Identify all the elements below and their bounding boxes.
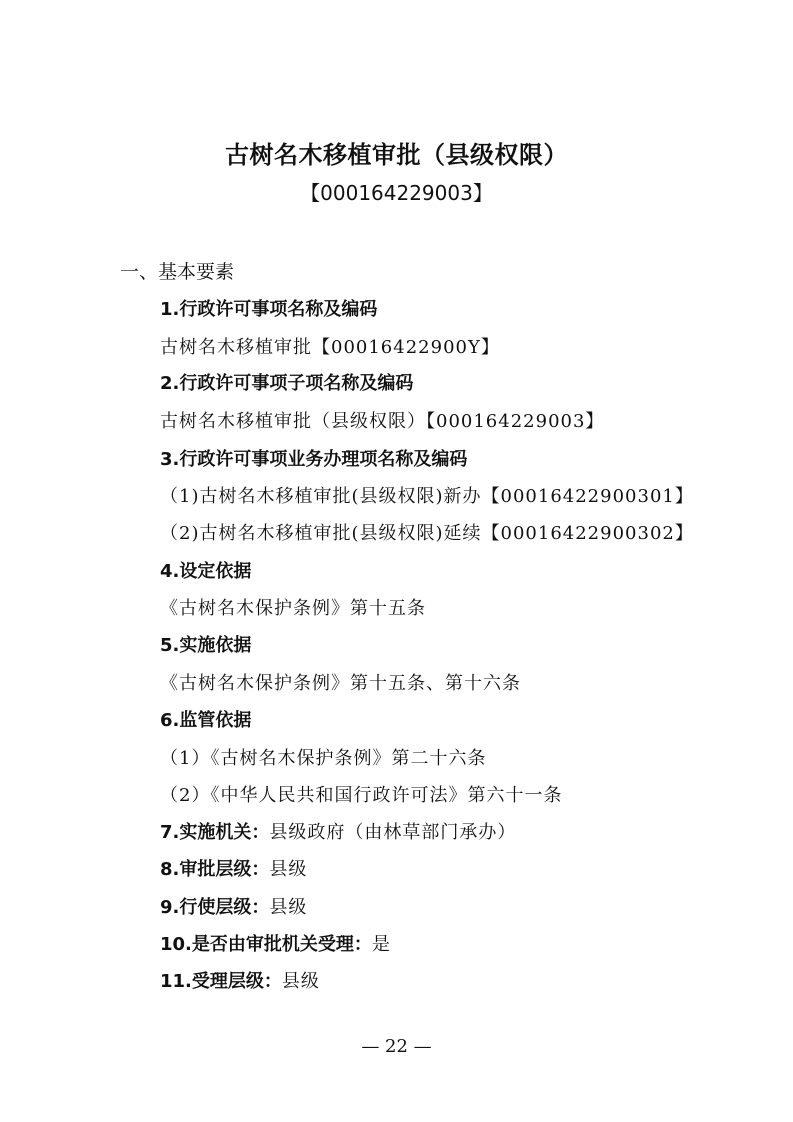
- item-6-line-1: （1）《古树名木保护条例》第二十六条: [160, 748, 487, 769]
- item-8-value: 县级: [269, 859, 308, 880]
- item-10-label: 10.是否由审批机关受理：: [160, 934, 372, 955]
- item-7-label: 7.实施机关：: [160, 822, 270, 843]
- page-number: — 22 —: [361, 1036, 432, 1057]
- item-3-heading: 3.行政许可事项业务办理项名称及编码: [160, 449, 468, 470]
- item-7-value: 县级政府（由林草部门承办）: [269, 822, 517, 843]
- item-9: [160, 895, 307, 921]
- item-9-label: 9.行使层级：: [160, 897, 270, 918]
- item-4-heading: 4.设定依据: [160, 561, 252, 582]
- item-10: [160, 932, 391, 958]
- item-5-heading: 5.实施依据: [160, 635, 252, 656]
- item-8: [160, 857, 307, 883]
- item-3-line-2: （2)古树名木移植审批(县级权限)延续【00016422900302】: [160, 523, 694, 544]
- item-7: [160, 820, 516, 846]
- item-10-value: 是: [371, 934, 391, 955]
- item-6-heading: 6.监管依据: [160, 710, 252, 731]
- item-1-line-1: 古树名木移植审批【00016422900Y】: [160, 337, 500, 358]
- item-11: [160, 969, 320, 995]
- item-4-line-1: 《古树名木保护条例》第十五条: [160, 598, 426, 619]
- item-3-line-1: （1)古树名木移植审批(县级权限)新办【00016422900301】: [160, 486, 694, 507]
- item-1-heading: 1.行政许可事项名称及编码: [160, 299, 378, 320]
- document-code: 【000164229003】: [300, 181, 493, 205]
- item-8-label: 8.审批层级：: [160, 859, 270, 880]
- document-title: 古树名木移植审批（县级权限）: [225, 141, 568, 169]
- section-heading: 一、基本要素: [120, 261, 235, 283]
- item-11-label: 11.受理层级：: [160, 971, 282, 992]
- item-5-line-1: 《古树名木保护条例》第十五条、第十六条: [160, 673, 521, 694]
- item-9-value: 县级: [269, 897, 308, 918]
- item-2-line-1: 古树名木移植审批（县级权限）【000164229003】: [160, 411, 605, 432]
- item-6-line-2: （2）《中华人民共和国行政许可法》第六十一条: [160, 785, 563, 806]
- item-2-heading: 2.行政许可事项子项名称及编码: [160, 373, 414, 394]
- item-11-value: 县级: [281, 971, 320, 992]
